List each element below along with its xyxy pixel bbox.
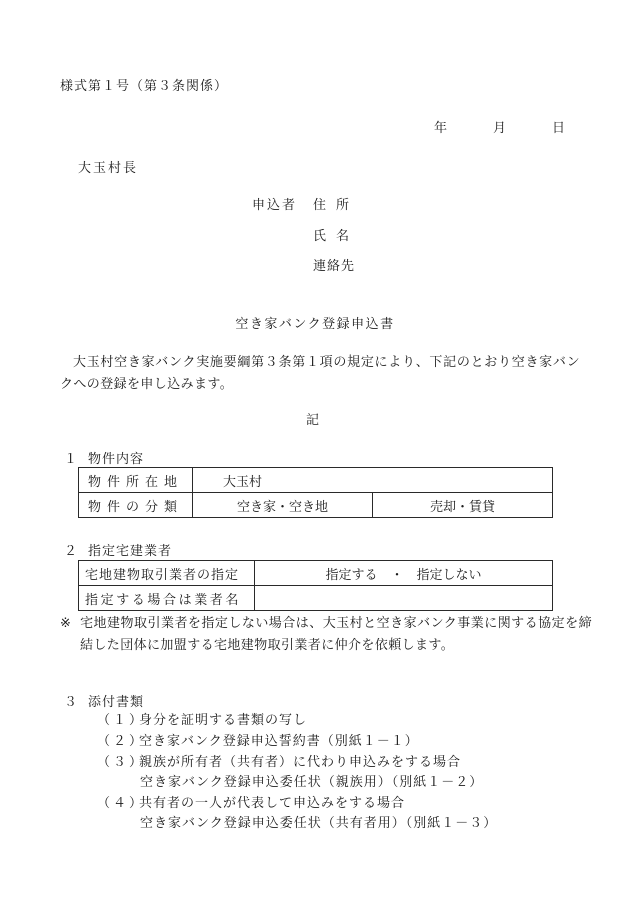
ki-marker: 記: [306, 413, 320, 428]
applicant-label: 申込者: [252, 198, 298, 213]
date-day-label: 日: [552, 121, 566, 136]
applicant-contact-label: 連絡先: [313, 259, 356, 274]
applicant-name-label: 氏名: [313, 229, 360, 244]
broker-designation-options[interactable]: 指定する ・ 指定しない: [255, 561, 553, 586]
broker-name-field[interactable]: [255, 586, 553, 611]
property-table: [78, 467, 553, 518]
body-paragraph: 大玉村空き家バンク実施要綱第３条第１項の規定により、下記のとおり空き家バンクへの登録を申し込みます。: [60, 355, 580, 392]
section-3-heading: [64, 696, 144, 709]
section-1-title: 物件内容: [88, 452, 145, 467]
section-2-number: ２: [64, 544, 79, 559]
attachment-number: （２）: [97, 734, 146, 749]
transaction-type-option[interactable]: 売却・賃貸: [373, 493, 553, 518]
attachment-number: （１）: [97, 713, 146, 728]
section-1-number: １: [64, 452, 79, 467]
form-number-label: 様式第１号（第３条関係）: [60, 79, 229, 94]
table-row: [79, 561, 553, 586]
attachment-item: [97, 714, 307, 727]
attachment-subitem: 空き家バンク登録申込委任状（共有者用）（別紙１－３）: [140, 816, 498, 831]
note-text: 宅地建物取引業者を指定しない場合は、大玉村と空き家バンク事業に関する協定を締結した団体に加盟する宅地建物取引業者に仲介を依頼します。: [80, 616, 592, 653]
attachment-subitem: 空き家バンク登録申込委任状（親族用）（別紙１－２）: [140, 775, 484, 790]
section-3-number: ３: [64, 695, 79, 710]
date-year-label: 年: [434, 121, 448, 136]
date-month-label: 月: [493, 121, 507, 136]
note-paragraph: [60, 613, 592, 657]
attachment-text: 身分を証明する書類の写し: [139, 713, 308, 728]
attachment-number: （４）: [97, 796, 146, 811]
section-2-title: 指定宅建業者: [88, 544, 173, 559]
section-1-heading: [64, 453, 144, 466]
broker-name-label: 指定する場合は業者名: [79, 586, 255, 611]
attachment-text: 共有者の一人が代表して申込みをする場合: [139, 796, 406, 811]
property-type-label: 物件の分類: [79, 493, 193, 518]
applicant-address-label: 住所: [313, 198, 360, 213]
document-title: 空き家バンク登録申込書: [235, 317, 395, 332]
broker-designation-label: 宅地建物取引業者の指定: [79, 561, 255, 586]
section-3-title: 添付書類: [88, 695, 145, 710]
property-location-value[interactable]: 大玉村: [193, 468, 553, 493]
attachment-text: 親族が所有者（共有者）に代わり申込みをする場合: [139, 755, 462, 770]
attachment-item: [97, 735, 419, 748]
addressee: 大玉村長: [78, 161, 139, 176]
table-row: [79, 586, 553, 611]
broker-table: [78, 560, 553, 611]
property-type-option[interactable]: 空き家・空き地: [193, 493, 373, 518]
table-row: [79, 493, 553, 518]
property-location-label: 物件所在地: [79, 468, 193, 493]
note-mark: ※: [60, 616, 72, 631]
table-row: [79, 468, 553, 493]
section-2-heading: [64, 545, 172, 558]
attachment-item: [97, 797, 405, 810]
attachment-item: [97, 756, 461, 769]
attachment-text: 空き家バンク登録申込誓約書（別紙１－１）: [139, 734, 419, 749]
attachment-number: （３）: [97, 755, 146, 770]
